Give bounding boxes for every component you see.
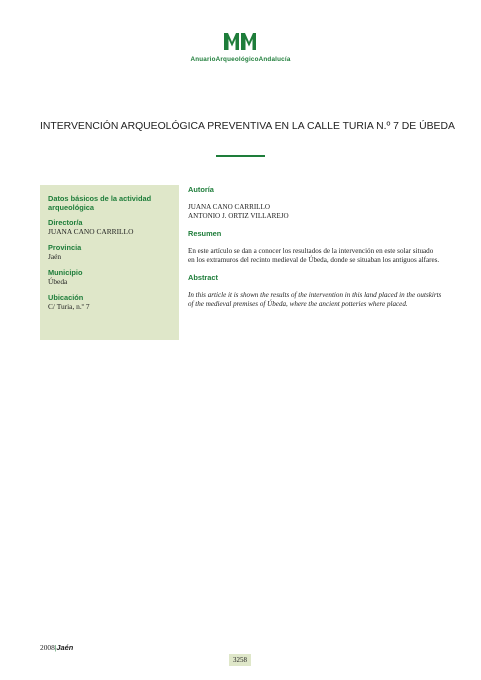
footer-yearbook: [40, 643, 73, 652]
director-label: Director/a: [48, 218, 83, 227]
location-label: Ubicación: [48, 293, 84, 302]
title-divider: [216, 155, 265, 157]
summary-line-1: En este artículo se dan a conocer los resultados de la intervención en este solar situado: [188, 247, 434, 255]
municipality-value: Úbeda: [48, 277, 68, 286]
abstract-line-1: In this article it is shown the results of the intervention in this land placed in the outskirts: [188, 291, 442, 299]
location-value: C/ Turia, n.º 7: [48, 302, 90, 311]
basic-data-sidebar: [40, 185, 179, 340]
abstract-label: Abstract: [188, 273, 218, 282]
summary-label: Resumen: [188, 229, 222, 238]
director-value: JUANA CANO CARRILLO: [48, 227, 134, 236]
footer-separator: |: [54, 643, 57, 652]
author-2: ANTONIO J. ORTIZ VILLAREJO: [188, 212, 289, 220]
summary-line-2: en los extramuros del recinto medieval de Úbeda, donde se situaban los antiguos alfares.: [188, 256, 440, 264]
footer-province: Jaén: [56, 643, 74, 652]
logo-text: AnuarioArqueológicoAndalucía: [190, 56, 291, 63]
author-1: JUANA CANO CARRILLO: [188, 203, 270, 211]
page-title: INTERVENCIÓN ARQUEOLÓGICA PREVENTIVA EN LA CALLE TURIA N.º 7 DE ÚBEDA: [40, 121, 455, 132]
header-logo: [0, 33, 481, 63]
province-label: Provincia: [48, 243, 82, 252]
municipality-label: Municipio: [48, 268, 83, 277]
aaa-logo-icon: [224, 33, 258, 50]
authors-label: Autoría: [188, 185, 214, 194]
page-number: 3258: [229, 654, 251, 666]
footer-year: 2008: [40, 643, 55, 652]
province-value: Jaén: [48, 252, 62, 261]
sidebar-heading: Datos básicos de la actividad arqueológica: [48, 194, 152, 212]
abstract-line-2: of the medieval premises of Úbeda, where the ancient potteries where placed.: [188, 300, 408, 308]
main-content: [188, 185, 450, 309]
